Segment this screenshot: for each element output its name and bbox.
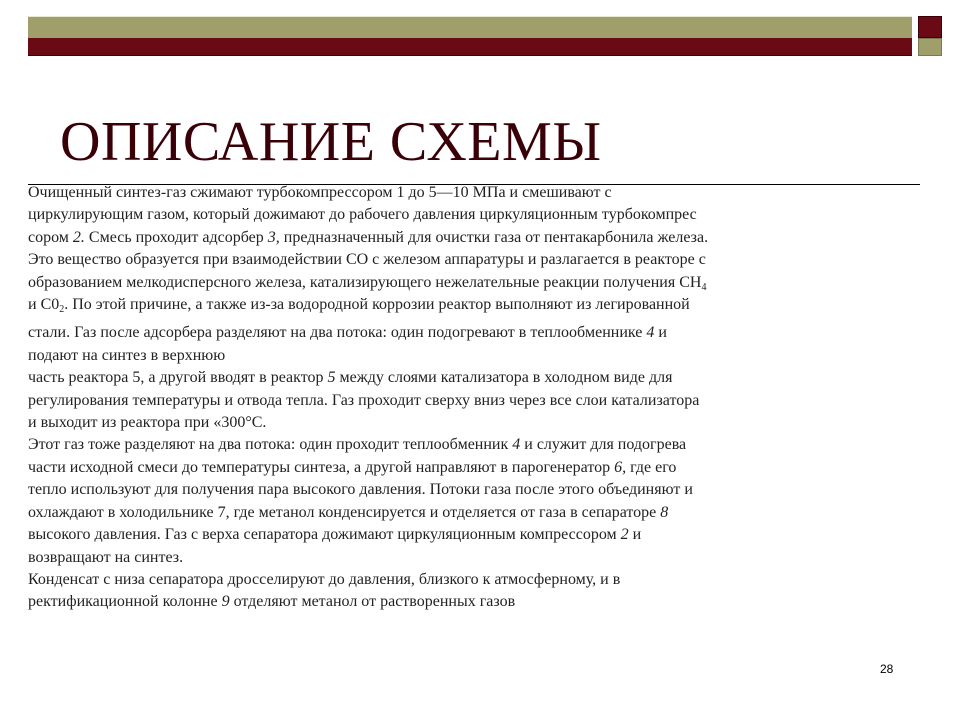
- body-line-11: и выходит из реактора при «300°С.: [28, 414, 267, 432]
- body-line-14: тепло используют для получения пара высокого давления. Потоки газа после этого объединяют и: [28, 481, 693, 499]
- page-number: 28: [880, 662, 894, 676]
- corner-square-maroon: [918, 16, 942, 38]
- body-line-13: части исходной смеси до температуры синтеза, а другой направляют в парогенератор 6, где его: [28, 458, 677, 476]
- body-line-9: часть реактора 5, а другой вводят в реактор 5 между слоями катализатора в холодном виде для: [28, 369, 673, 387]
- body-line-17: возвращают на синтез.: [28, 548, 184, 566]
- body-line-4: Это вещество образуется при взаимодействии СО с железом аппаратуры и разлагается в реакторе с: [28, 251, 706, 269]
- body-line-7: стали. Газ после адсорбера разделяют на два потока: один подогревают в теплообменнике 4 и: [28, 324, 667, 342]
- slide-title: ОПИСАНИЕ СХЕМЫ: [60, 111, 602, 173]
- body-line-15: охлаждают в холодильнике 7, где метанол конденсируется и отделяется от газа в сепараторе 8: [28, 503, 669, 521]
- corner-square-olive: [918, 38, 942, 56]
- body-line-6: и $С0_2$. По этой причине, а также из-за водородной коррозии реактор выполняют из легированной: [28, 296, 690, 316]
- body-line-16: высокого давления. Газ с верха сепаратора дожимают циркуляционным компрессором 2 и: [28, 526, 642, 544]
- header-band-maroon: [28, 38, 912, 56]
- body-line-3: сором 2. Смесь проходит адсорбер 3, предназначенный для очистки газа от пентакарбонила железа.: [28, 228, 709, 246]
- body-line-12: Этот газ тоже разделяют на два потока: один проходит теплообменник 4 и служит для подогрева: [28, 436, 687, 454]
- body-line-18: Конденсат с низа сепаратора дросселируют до давления, близкого к атмосферному, и в: [28, 570, 621, 588]
- body-line-8: подают на синтез в верхнюю: [28, 346, 226, 364]
- body-line-10: регулирования температуры и отвода тепла. Газ проходит сверху вниз через все слои катализатора: [28, 391, 700, 409]
- slide-body: [28, 182, 908, 614]
- body-line-19: ректификационной колонне 9 отделяют метанол от растворенных газов: [28, 593, 516, 611]
- body-line-1: Очищенный синтез-газ сжимают турбокомпрессором 1 до 5—10 МПа и смешивают с: [28, 184, 612, 201]
- body-line-5: образованием мелкодисперсного железа, катализирующего нежелательные реакции получения $СН_4$: [28, 273, 707, 293]
- body-line-2: циркулирующим газом, который дожимают до рабочего давления циркуляционным турбокомпрес: [28, 206, 697, 224]
- header-band-olive: [28, 16, 912, 38]
